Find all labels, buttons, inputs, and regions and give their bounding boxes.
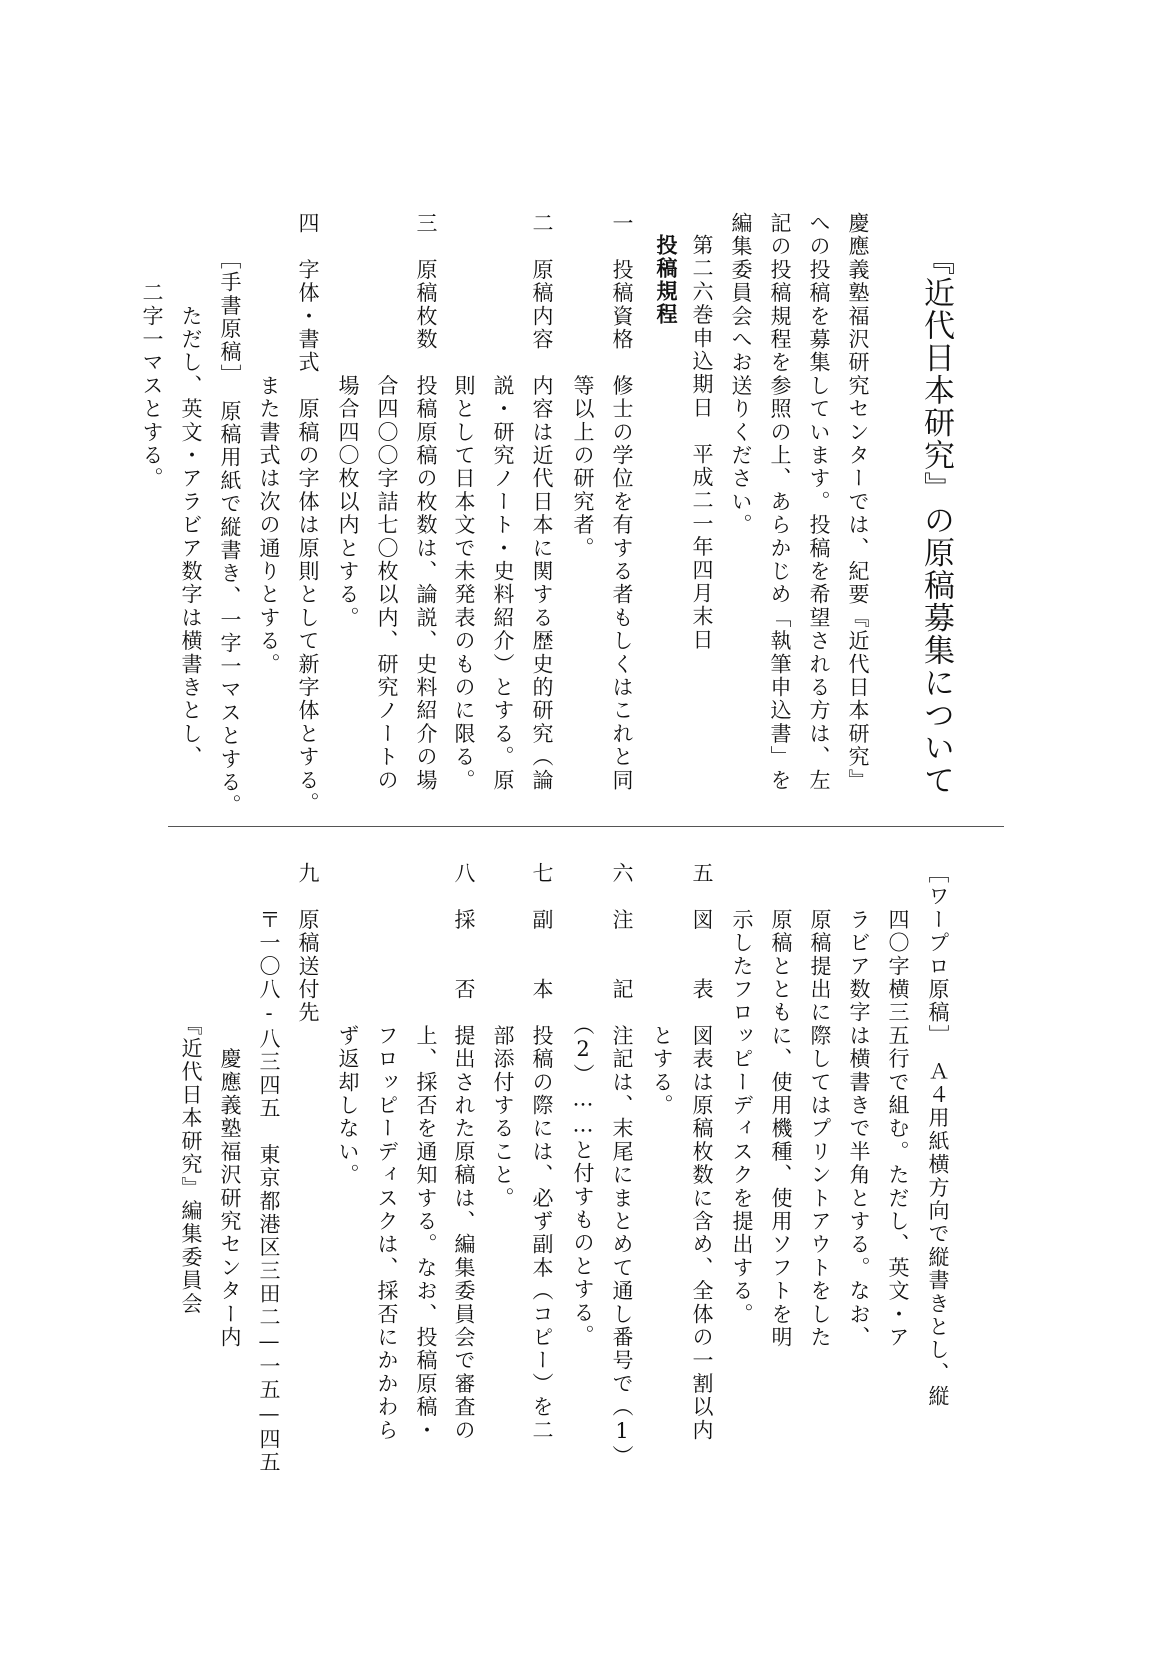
rule-line: ラビア数字は横書きで半角とする。なお、 [847, 862, 871, 1350]
rule-line: （2）……と付すものとする。 [571, 862, 595, 1348]
rule-line: 原稿とともに、使用機種、使用ソフトを明 [769, 862, 793, 1350]
intro-line: への投稿を募集しています。投稿を希望される方は、左 [807, 212, 831, 792]
rule-line: 場合四〇枚以内とする。 [336, 212, 360, 630]
rule-line: 六 注 記 注記は、末尾にまとめて通し番号で（1） [610, 862, 634, 1469]
rule-line: 三 原稿枚数 投稿原稿の枚数は、論説、史料紹介の場 [414, 212, 438, 792]
rule-line: フロッピーディスクは、採否にかかわら [375, 862, 399, 1442]
rule-line: また書式は次の通りとする。 [257, 212, 281, 676]
rule-line: 四 字体・書式 原稿の字体は原則として新字体とする。 [296, 212, 320, 816]
rule-line: 九 原稿送付先 [296, 862, 320, 1025]
address-line: 慶應義塾福沢研究センター内 [218, 862, 242, 1350]
rule-line: ［手書原稿］ 原稿用紙で縦書き、一字一マスとする。 [218, 212, 242, 818]
rule-line: 合四〇〇字詰七〇枚以内、研究ノートの [375, 212, 399, 792]
rule-line: 五 図 表 図表は原稿枚数に含め、全体の一割以内 [690, 862, 714, 1442]
rule-line: とする。 [650, 862, 674, 1118]
rule-line: ［ワープロ原稿］ Ａ４用紙横方向で縦書きとし、縦 [926, 862, 950, 1409]
rule-line: 四〇字横三五行で組む。ただし、英文・ア [886, 862, 910, 1350]
page-title: 『近代日本研究』の原稿募集について [918, 244, 954, 797]
address-line: 『近代日本研究』編集委員会 [179, 862, 203, 1316]
rule-line: 部添付すること。 [491, 862, 515, 1210]
intro-line: 慶應義塾福沢研究センターでは、紀要『近代日本研究』 [846, 212, 870, 792]
intro-line: 編集委員会へお送りください。 [729, 212, 753, 537]
rules-heading: 投稿規程 [654, 234, 678, 326]
rule-line: 原稿提出に際してはプリントアウトをした [808, 862, 832, 1350]
deadline-text: 第二六巻申込期日 平成二一年四月末日 [690, 234, 714, 652]
intro-line: 記の投稿規程を参照の上、あらかじめ「執筆申込書」を [768, 212, 792, 792]
rule-line: 説・研究ノート・史料紹介）とする。原 [491, 212, 515, 792]
rule-line: ただし、英文・アラビア数字は横書きとし、 [179, 212, 203, 769]
rule-line: ず返却しない。 [336, 862, 360, 1187]
address-line: 〒一〇八-八三四五 東京都港区三田二—一五—四五 [257, 862, 281, 1475]
rule-line: 則として日本文で未発表のものに限る。 [452, 212, 476, 792]
rule-line: 八 採 否 提出された原稿は、編集委員会で審査の [452, 862, 476, 1442]
rule-line: 二字一マスとする。 [140, 212, 164, 491]
rule-line: 示したフロッピーディスクを提出する。 [730, 862, 754, 1326]
rule-line: 二 原稿内容 内容は近代日本に関する歴史的研究（論 [530, 212, 554, 792]
rule-line: 等以上の研究者。 [571, 212, 595, 560]
section-divider [168, 826, 1004, 827]
rule-line: 七 副 本 投稿の際には、必ず副本（コピー）を二 [530, 862, 554, 1442]
rule-line: 上、採否を通知する。なお、投稿原稿・ [414, 862, 438, 1442]
rule-line: 一 投稿資格 修士の学位を有する者もしくはこれと同 [610, 212, 634, 792]
